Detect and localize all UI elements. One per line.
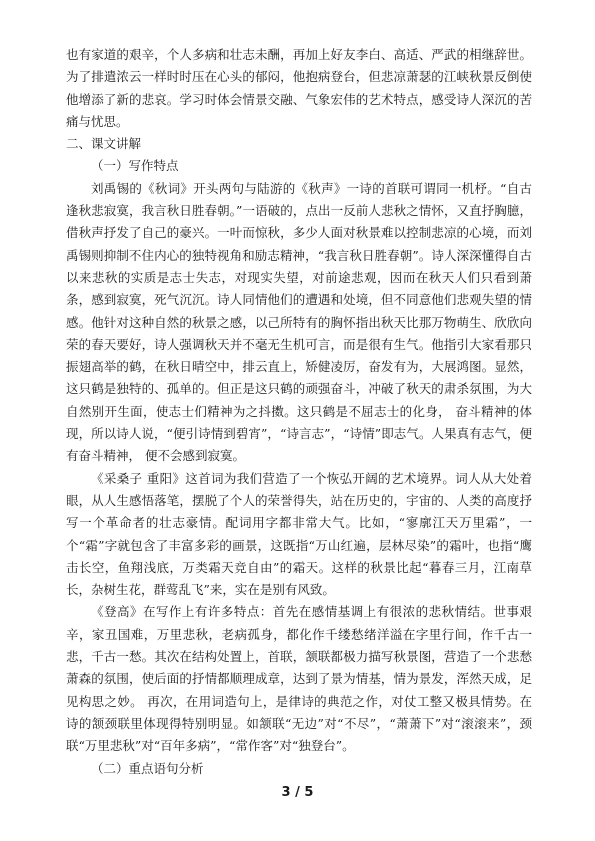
page-content: [66, 44, 532, 780]
paragraph-qiuci: 刘禹锡的《秋词》开头两句与陆游的《秋声》一诗的首联可谓同一机杼。“自古逢秋悲寂寞，我言秋日胜春朝。”一语破的，点出一反前人悲秋之情怀，又直抒胸臆，借秋声抒发了自己的豪兴。一叶而惊秋，多少人面对秋景难以控制悲凉的心境，而刘禹锡则抑制不住内心的独特视角和励志精神，“我言秋日胜春朝”。诗人深深懂得自古以来悲秋的实质是志士失志，对现实失望，对前途悲观，因而在秋天人们只看到萧条，感到寂寞，死气沉沉。诗人同情他们的遭遇和处境，但不同意他们悲观失望的情感。他针对这种自然的秋景之感，以己所特有的胸怀指出秋天比那万物萌生、欣欣向荣的春天要好，诗人强调秋天并不毫无生机可言，而是很有生气。他指引大家看那只振翅高举的鹤，在秋日晴空中，排云直上，矫健凌厉，奋发有为，大展鸿图。显然，这只鹤是独特的、孤单的。但正是这只鹤的顽强奋斗，冲破了秋天的肃杀氛围，为大自然别开生面，使志士们精神为之抖擞。这只鹤是不屈志士的化身， 奋斗精神的体现，所以诗人说，“便引诗情到碧宵”，“诗言志”，“诗情”即志气。人果真有志气，便有奋斗精神， 便不会感到寂寞。: [66, 180, 532, 464]
paragraph-intro-continued: 也有家道的艰辛，个人多病和壮志未酬，再加上好友李白、高适、严武的相继辞世。为了排遣浓云一样时时压在心头的郁闷，他抱病登台，但悲凉萧瑟的江峡秋景反倒使他增添了新的悲哀。学习时体会情景交融、气象宏伟的艺术特点，感受诗人深沉的苦痛与忧思。: [66, 47, 532, 129]
page-number: 3 / 5: [281, 785, 314, 800]
paragraph-denggao: 《登高》在写作上有许多特点：首先在感情基调上有很浓的悲秋情结。世事艰辛，家丑国难，万里悲秋，老病孤身，都化作千缕愁绪洋溢在字里行间，作千古一悲，千古一愁。其次在结构处置上，首联，颔联都极力描写秋景图，营造了一个悲愁萧森的氛围，使后面的抒情都顺理成章，达到了景为情基，情为景发，浑然天成，足见构思之妙。 再次，在用词造句上，是律诗的典范之作，对仗工整又极具情势。在诗的颔颈联里体现得特别明显。如颔联“无边”对“不尽”，“萧萧下”对“滚滚来”，颈联“万里悲秋”对“百年多病”，“常作客”对“独登台”。: [66, 604, 532, 754]
section-heading: 二、课文讲解: [66, 136, 142, 152]
subsection-heading-key-sentences: （二）重点语句分析: [91, 760, 204, 776]
paragraph-caisangzi: 《采桑子 重阳》这首词为我们营造了一个恢弘开阔的艺术境界。词人从大处着眼，从人生感悟落笔，摆脱了个人的荣誉得失，站在历史的，宇宙的、人类的高度抒写一个革命者的壮志豪情。配词用字都非常大气。比如，“寥廓江天万里霜”，一个“霜”字就包含了丰富多彩的画景，这既指“万山红遍，层林尽染”的霜叶，也指“鹰击长空，鱼翔浅底，万类霜天竞自由”的霜天。这样的秋景比起“暮春三月，江南草长，杂树生花，群莺乱飞”来，实在是别有风致。: [66, 470, 532, 598]
subsection-heading-writing-features: （一）写作特点: [91, 158, 179, 174]
